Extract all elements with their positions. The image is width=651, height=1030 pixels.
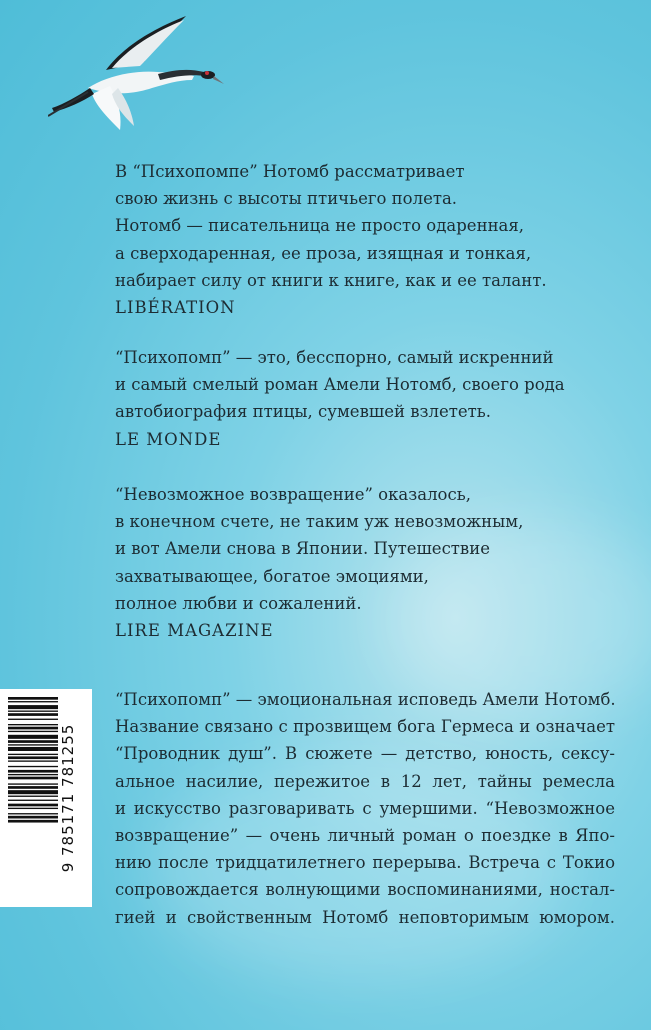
isbn-barcode: [0, 689, 92, 907]
quote-line: “Психопомп” — это, бесспорно, самый искренний: [115, 348, 554, 367]
quote-line: Нотомб — писательница не просто одаренная,: [115, 216, 525, 236]
barcode-bar: [8, 744, 58, 745]
barcode-bar: [8, 800, 58, 801]
barcode-bar: [8, 804, 58, 807]
description-line: “Психопомп” — эмоциональная исповедь Амели Нотомб.: [115, 690, 616, 709]
quote-line: “Невозможное возвращение” оказалось,: [115, 485, 471, 504]
quote-line: и вот Амели снова в Японии. Путешествие: [115, 539, 490, 559]
barcode-bar: [8, 711, 58, 712]
description-line: гией и свойственным Нотомб неповторимым юмором.: [115, 907, 615, 927]
description-line: нию после тридцатилетнего перерыва. Встреча с Токио: [115, 853, 615, 873]
review-quote-lire-magazine: [115, 481, 595, 644]
barcode-bar: [8, 731, 58, 732]
barcode-bar: [8, 713, 58, 716]
crane-illustration: [48, 14, 224, 130]
quote-line: и самый смелый роман Амели Нотомб, своего рода: [115, 375, 565, 395]
book-description: [115, 686, 615, 931]
barcode-bar: [8, 701, 58, 702]
barcode-bar: [8, 754, 58, 755]
barcode-bar: [8, 727, 58, 730]
quote-source: LIRE MAGAZINE: [115, 621, 274, 641]
description-line: альное насилие, пережитое в 12 лет, тайны ремесла: [115, 771, 615, 791]
quote-line: а сверходаренная, ее проза, изящная и тонкая,: [115, 243, 532, 263]
barcode-bar: [8, 756, 58, 759]
barcode-bar: [8, 816, 58, 819]
description-line: возвращение” — очень личный роман о поездке в Япо-: [115, 826, 615, 846]
quote-line: свою жизнь с высоты птичьего полета.: [115, 189, 458, 209]
barcode-bar: [8, 735, 58, 739]
barcode-bars: [8, 695, 58, 901]
description-line: сопровождается волнующими воспоминаниями, ностал-: [115, 880, 615, 900]
barcode-bar: [8, 813, 58, 814]
quote-line: полное любви и сожалений.: [115, 593, 362, 613]
isbn-number: 9 785171 781255: [59, 723, 77, 873]
barcode-bar: [8, 724, 58, 725]
quote-line: набирает силу от книги к книге, как и ее талант.: [115, 270, 547, 290]
barcode-bar: [8, 770, 58, 773]
barcode-bar: [8, 760, 58, 761]
barcode-bar: [8, 697, 58, 700]
barcode-bar: [8, 790, 58, 794]
quote-line: В “Психопомпе” Нотомб рассматривает: [115, 162, 465, 181]
quote-source: LE MONDE: [115, 429, 222, 449]
description-line: “Проводник душ”. В сюжете — детство, юность, сексу-: [115, 744, 615, 764]
barcode-bar: [8, 719, 58, 720]
quote-line: автобиография птицы, сумевшей взлететь.: [115, 402, 491, 422]
barcode-bar: [8, 705, 58, 709]
description-line: и искусство разговаривать с умершими. “Невозможное: [115, 798, 615, 818]
barcode-bar: [8, 740, 58, 743]
barcode-bar: [8, 786, 58, 789]
barcode-bar: [8, 808, 58, 809]
barcode-bar: [8, 783, 58, 784]
barcode-bar: [8, 796, 58, 797]
barcode-bar: [8, 820, 58, 823]
barcode-bar: [8, 774, 58, 775]
review-quote-liberation: [115, 158, 595, 321]
barcode-bar: [8, 747, 58, 751]
barcode-bar: [8, 777, 58, 780]
review-quote-le-monde: [115, 344, 595, 453]
quote-source: LIBÉRATION: [115, 298, 236, 318]
barcode-bar: [8, 766, 58, 767]
quote-line: захватывающее, богатое эмоциями,: [115, 566, 429, 586]
quote-line: в конечном счете, не таким уж невозможным,: [115, 512, 524, 532]
description-line: Название связано с прозвищем бога Гермеса и означает: [115, 717, 615, 737]
